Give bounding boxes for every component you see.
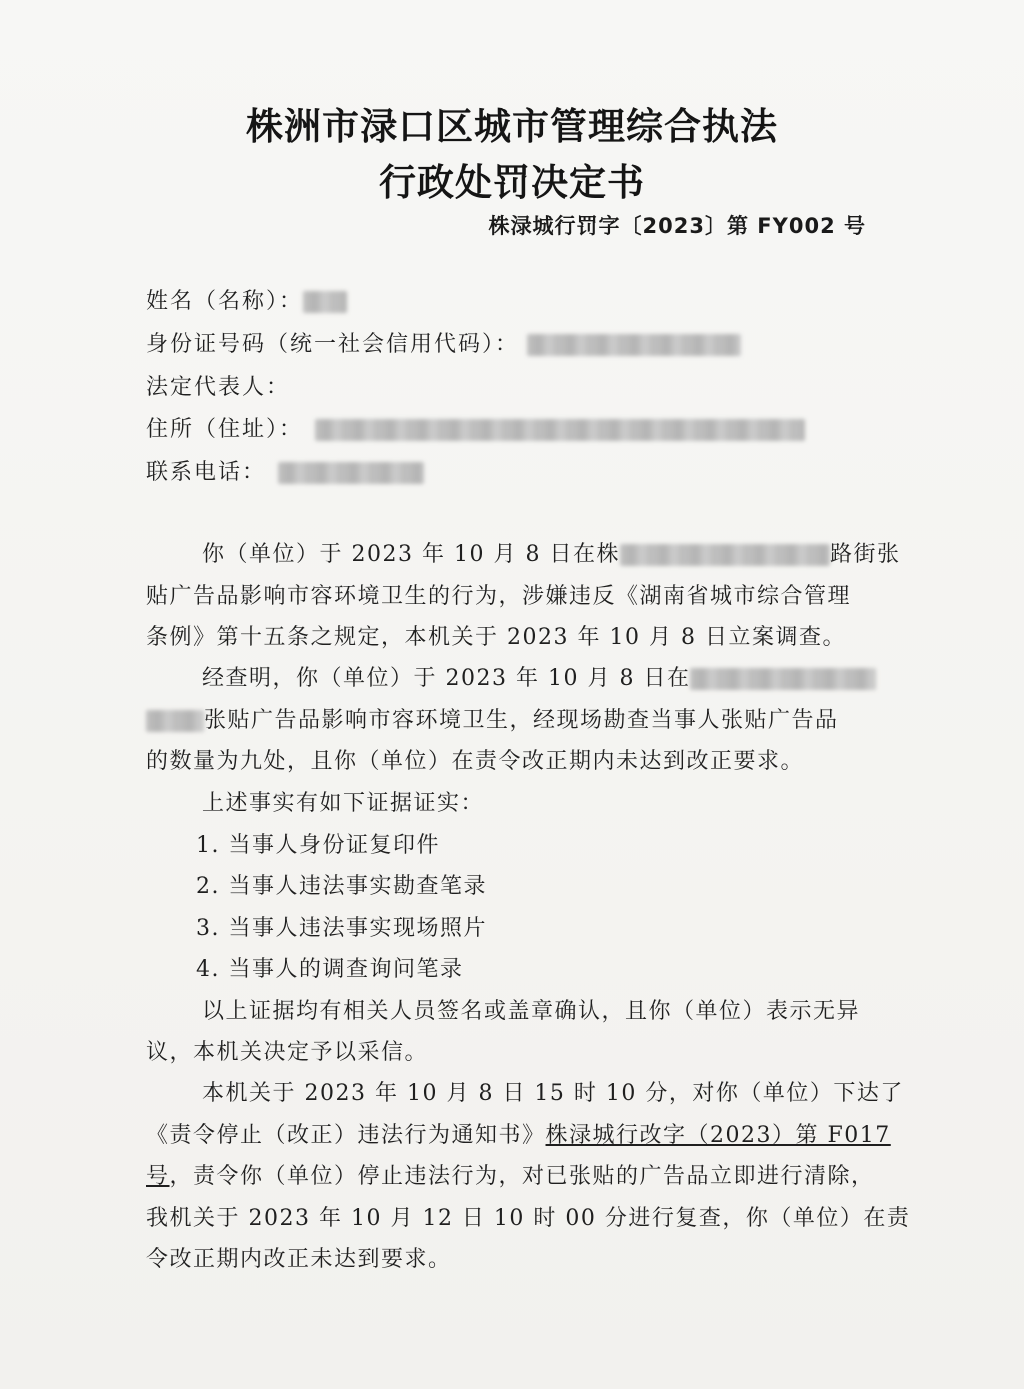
order-notice-ref-end: 号 (146, 1164, 170, 1189)
evidence-item-1: 1. 当事人身份证复印件 (196, 832, 440, 858)
paragraph-evidence (146, 783, 870, 1074)
evidence-item-4: 4. 当事人的调查询问笔录 (196, 957, 464, 982)
evidence-item-3: 3. 当事人违法事实现场照片 (196, 915, 487, 941)
p1-text-b: 路街张 (829, 542, 901, 567)
paragraph-case-filing (146, 534, 901, 659)
p1-text-a: 你（单位）于 2023 年 10 月 8 日在株 (202, 542, 620, 567)
p1-line3: 条例》第十五条之规定，本机关于 2023 年 10 月 8 日立案调查。 (146, 625, 846, 650)
redacted-location-3 (146, 710, 204, 732)
redacted-location-1 (620, 544, 830, 566)
order-line5: 令改正期内改正未达到要求。 (146, 1247, 452, 1272)
paragraph-findings (146, 658, 870, 783)
paragraph-order (146, 1073, 911, 1281)
id-field (146, 327, 741, 358)
redacted-name (303, 291, 347, 313)
evidence-confirm-line2: 议，本机关决定予以采信。 (146, 1040, 429, 1065)
p2-line3: 的数量为九处，且你（单位）在责令改正期内未达到改正要求。 (146, 749, 805, 774)
document-number: 株渌城行罚字〔2023〕第 FY002 号 (488, 214, 866, 238)
order-line4: 我机关于 2023 年 10 月 12 日 10 时 00 分进行复查，你（单位）在责 (146, 1205, 911, 1231)
p2-text-a: 经查明，你（单位）于 2023 年 10 月 8 日在 (202, 666, 691, 691)
redacted-location-2 (690, 668, 876, 690)
order-notice-ref: 株渌城行改字（2023）第 F017 (545, 1122, 891, 1148)
legal-rep-label: 法定代表人： (146, 375, 291, 400)
document-title-line2: 行政处罚决定书 (379, 161, 645, 204)
phone-field (146, 455, 424, 486)
evidence-confirm-line1: 以上证据均有相关人员签名或盖章确认，且你（单位）表示无异 (202, 998, 861, 1024)
id-label: 身份证号码（统一社会信用代码）： (146, 332, 520, 357)
legal-rep-field (146, 370, 290, 401)
order-line3: ，责令你（单位）停止违法行为，对已张贴的广告品立即进行清除， (169, 1164, 875, 1189)
order-line1: 本机关于 2023 年 10 月 8 日 15 时 10 分，对你（单位）下达了 (202, 1081, 904, 1106)
p1-line2: 贴广告品影响市容环境卫生的行为，涉嫌违反《湖南省城市综合管理 (146, 583, 852, 609)
name-label: 姓名（名称）： (146, 289, 304, 314)
redacted-address (315, 419, 805, 441)
phone-label: 联系电话： (146, 460, 267, 485)
redacted-phone (278, 462, 424, 484)
evidence-item-2: 2. 当事人违法事实勘查笔录 (196, 874, 487, 899)
address-field (146, 412, 805, 443)
name-field (146, 284, 347, 315)
p2-text-b: 张贴广告品影响市容环境卫生，经现场勘查当事人张贴广告品 (204, 707, 839, 733)
document-title-line1: 株洲市渌口区城市管理综合执法 (246, 105, 778, 148)
order-notice-title: 《责令停止（改正）违法行为通知书》 (146, 1122, 546, 1148)
evidence-intro: 上述事实有如下证据证实： (202, 791, 485, 816)
address-label: 住所（住址）： (146, 417, 304, 442)
redacted-id (527, 334, 741, 356)
